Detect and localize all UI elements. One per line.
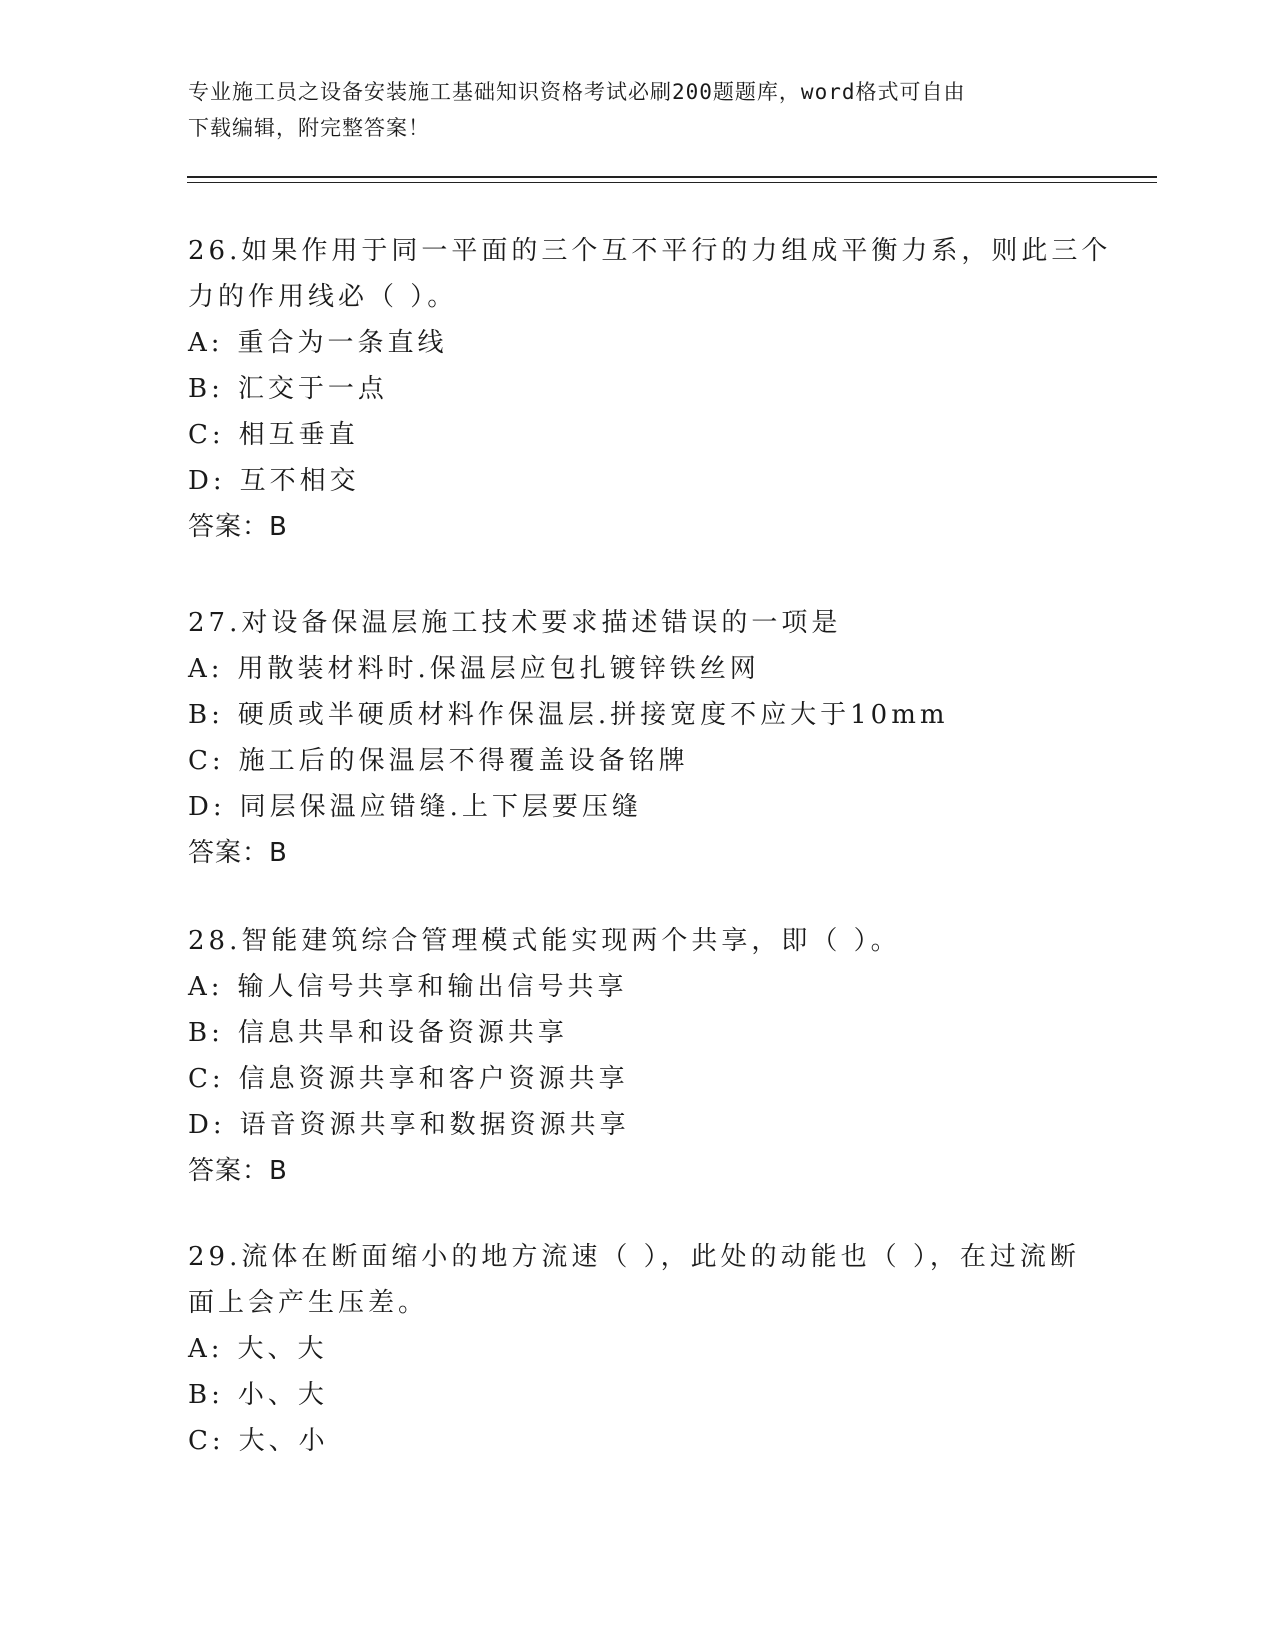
option-text: 小、大 xyxy=(237,1380,328,1410)
option-c xyxy=(188,1056,1088,1102)
option-text: 相互垂直 xyxy=(238,420,359,450)
question-28 xyxy=(188,918,1088,1194)
option-d xyxy=(188,784,1088,830)
option-text: 大、大 xyxy=(237,1334,328,1364)
option-text: 输人信号共享和输出信号共享 xyxy=(237,972,628,1002)
question-stem-line: 面上会产生压差。 xyxy=(188,1288,429,1318)
option-text: 信息资源共享和客户资源共享 xyxy=(238,1064,629,1094)
option-key: A: xyxy=(188,328,224,358)
option-key: C: xyxy=(188,746,225,776)
question-29 xyxy=(188,1234,1088,1464)
option-b xyxy=(188,366,1088,412)
option-a xyxy=(188,320,1088,366)
option-d xyxy=(188,458,1088,504)
option-key: A: xyxy=(188,972,224,1002)
answer-line: 答案：B xyxy=(188,1156,288,1186)
option-text: 大、小 xyxy=(238,1426,329,1456)
option-text: 施工后的保温层不得覆盖设备铭牌 xyxy=(238,746,689,776)
option-key: B: xyxy=(188,1380,224,1410)
question-stem-line: 29.流体在断面缩小的地方流速（ ），此处的动能也（ ），在过流断 xyxy=(188,1242,1080,1272)
option-key: C: xyxy=(188,1064,225,1094)
option-key: D: xyxy=(188,1110,226,1140)
option-c xyxy=(188,412,1088,458)
answer-line: 答案：B xyxy=(188,838,288,868)
document-header xyxy=(188,74,1088,146)
option-key: B: xyxy=(188,1018,224,1048)
option-key: B: xyxy=(188,700,224,730)
option-text: 用散装材料时.保温层应包扎镀锌铁丝网 xyxy=(237,654,760,684)
option-c xyxy=(188,1418,1088,1464)
option-key: A: xyxy=(188,1334,224,1364)
question-27 xyxy=(188,600,1088,876)
question-stem-line: 力的作用线必（ ）。 xyxy=(188,282,458,312)
option-b xyxy=(188,692,1088,738)
answer-line: 答案：B xyxy=(188,512,288,542)
option-text: 重合为一条直线 xyxy=(237,328,448,358)
option-b xyxy=(188,1372,1088,1418)
option-key: C: xyxy=(188,420,225,450)
option-a xyxy=(188,1326,1088,1372)
option-text: 同层保温应错缝.上下层要压缝 xyxy=(239,792,642,822)
option-a xyxy=(188,646,1088,692)
option-text: 汇交于一点 xyxy=(237,374,388,404)
option-key: C: xyxy=(188,1426,225,1456)
option-key: A: xyxy=(188,654,224,684)
option-b xyxy=(188,1010,1088,1056)
option-c xyxy=(188,738,1088,784)
header-divider-thin xyxy=(187,182,1157,183)
header-title-line-2: 下载编辑，附完整答案！ xyxy=(188,116,430,140)
option-text: 互不相交 xyxy=(239,466,360,496)
option-key: B: xyxy=(188,374,224,404)
header-divider-thick xyxy=(187,176,1157,178)
option-text: 硬质或半硬质材料作保温层.拼接宽度不应大于10mm xyxy=(237,700,949,730)
option-a xyxy=(188,964,1088,1010)
option-d xyxy=(188,1102,1088,1148)
option-text: 信息共旱和设备资源共享 xyxy=(237,1018,568,1048)
option-key: D: xyxy=(188,792,226,822)
option-key: D: xyxy=(188,466,226,496)
question-stem-line: 26.如果作用于同一平面的三个互不平行的力组成平衡力系，则此三个 xyxy=(188,236,1112,266)
question-stem-line: 28.智能建筑综合管理模式能实现两个共享，即（ ）。 xyxy=(188,926,901,956)
question-stem-line: 27.对设备保温层施工技术要求描述错误的一项是 xyxy=(188,608,842,638)
option-text: 语音资源共享和数据资源共享 xyxy=(239,1110,630,1140)
header-title-line-1: 专业施工员之设备安装施工基础知识资格考试必刷200题题库，word格式可自由 xyxy=(188,80,966,104)
question-26 xyxy=(188,228,1112,550)
